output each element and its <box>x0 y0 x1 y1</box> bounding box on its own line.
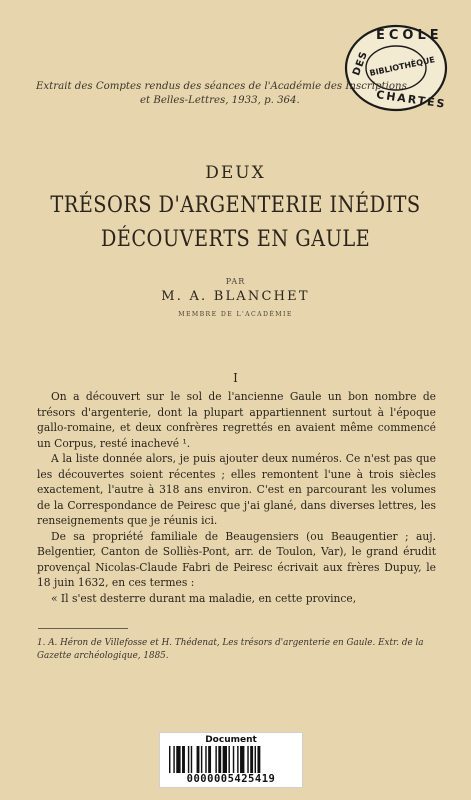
barcode-bar <box>223 746 227 773</box>
barcode-bar <box>240 746 244 773</box>
barcode-bar <box>205 746 206 773</box>
barcode-bar <box>237 746 238 773</box>
stamp-left-word: DES <box>351 49 371 78</box>
barcode-bar <box>208 746 211 773</box>
barcode-bar <box>191 746 192 773</box>
barcode-bar <box>182 746 185 773</box>
footnote: 1. A. Héron de Villefosse et H. Thédenat, Les trésors d'argenterie en Gaule. Extr. de la Gazette archéologique, 1885. <box>37 638 424 661</box>
footnote-divider <box>38 628 128 629</box>
barcode-bar <box>176 746 180 773</box>
byline-par: PAR <box>225 277 246 286</box>
barcode-bar <box>233 746 234 773</box>
stamp-top-word: ECOLE <box>376 28 443 43</box>
stamp-center-word: BIBLIOTHÈQUE <box>368 55 436 78</box>
stamp-bottom-word: CHARTES <box>375 88 448 111</box>
barcode-bar <box>255 746 256 773</box>
barcode-number: 0000005425419 <box>186 773 276 785</box>
barcode-title: Document <box>205 735 257 745</box>
barcode-bar <box>215 746 216 773</box>
author-affiliation: MEMBRE DE L'ACADÉMIE <box>178 311 293 318</box>
extract-note <box>36 80 436 108</box>
barcode-label <box>159 732 303 788</box>
title-line-3: DÉCOUVERTS EN GAULE <box>100 226 371 252</box>
barcode-bar <box>250 746 253 773</box>
section-numeral: I <box>233 371 238 385</box>
barcode-bar <box>197 746 200 773</box>
barcode-bars <box>169 746 293 773</box>
barcode-bar <box>188 746 189 773</box>
barcode-bar <box>169 746 170 773</box>
paragraph-3: De sa propriété familiale de Beaugensiers (ou Beaugentier ; auj. Belgentier, Canton de Solliès-Pont, arr. de Toulon, Var), le grand érudit provençal Nicolas-Claude Fabri de Peiresc écrivait aux frères Dupuy, le 18 juin 1632, en ces termes : <box>37 529 436 589</box>
body-text <box>37 389 436 606</box>
paragraph-2: A la liste donnée alors, je puis ajouter deux numéros. Ce n'est pas que les découvertes soient récentes ; elles remontent l'une à trois siècles exactement, l'autre à 318 ans environ. C'est en parcourant les volumes de la Correspondance de Peiresc que j'ai glané, dans diverses lettres, les renseignements que je réunis ici. <box>37 452 436 527</box>
extract-line-2: et Belles-Lettres, 1933, p. 364. <box>140 95 300 106</box>
title-line-2: TRÉSORS D'ARGENTERIE INÉDITS <box>50 192 421 218</box>
barcode-bar <box>257 746 260 773</box>
barcode-bar <box>228 746 229 773</box>
title-deux: DEUX <box>205 163 266 183</box>
barcode-bar <box>218 746 221 773</box>
paragraph-4: « Il s'est desterre durant ma maladie, en cette province, <box>51 591 357 605</box>
author-name: M. A. BLANCHET <box>161 289 310 304</box>
barcode-bar <box>247 746 248 773</box>
barcode-bar <box>201 746 202 773</box>
paragraph-1: On a découvert sur le sol de l'ancienne Gaule un bon nombre de trésors d'argenterie, dont la plupart appartiennent surtout à l'époque gallo-romaine, et deux confrères regrettés en avaient même commencé un Corpus, resté inachevé ¹. <box>37 390 436 450</box>
extract-line-1: Extrait des Comptes rendus des séances de l'Académie des Inscriptions <box>36 81 407 92</box>
barcode-bar <box>173 746 174 773</box>
